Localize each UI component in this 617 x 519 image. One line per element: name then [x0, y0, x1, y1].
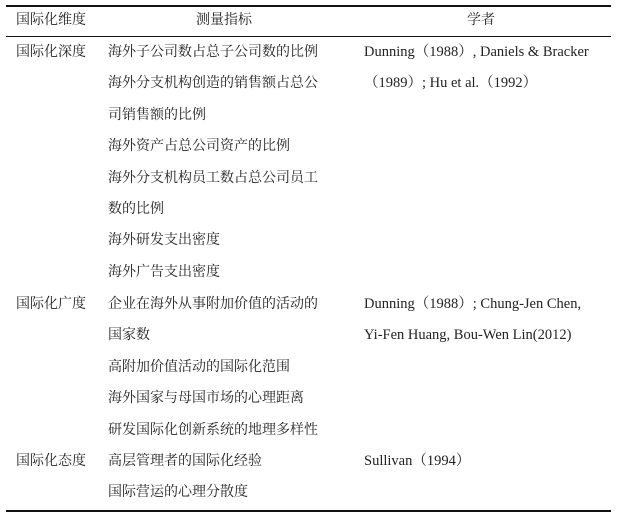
scholar-line: Dunning（1988）, Daniels & Bracker [364, 44, 589, 60]
bottom-rule [6, 510, 611, 512]
header-scholar: 学者 [467, 12, 495, 28]
scholar-list-attitude [364, 446, 470, 477]
indicator-item: 数的比例 [108, 200, 164, 217]
header-indicator: 测量指标 [196, 12, 252, 28]
indicator-item: 海外分支机构创造的销售额占总公 [108, 75, 318, 92]
indicator-item: 海外资产占总公司资产的比例 [108, 138, 290, 155]
dimension-depth: 国际化深度 [16, 44, 86, 60]
indicator-item: 国际营运的心理分散度 [108, 484, 248, 501]
indicator-list-breadth [108, 289, 318, 446]
indicator-item: 海外子公司数占总子公司数的比例 [108, 44, 318, 60]
indicator-item: 海外国家与母国市场的心理距离 [108, 390, 304, 407]
indicator-item: 海外研发支出密度 [108, 232, 220, 249]
dimension-breadth: 国际化广度 [16, 296, 86, 312]
indicator-item: 司销售额的比例 [108, 106, 206, 123]
indicator-item: 高附加价值活动的国际化范围 [108, 358, 290, 375]
indicator-item: 研发国际化创新系统的地理多样性 [108, 421, 318, 438]
indicator-item: 海外广告支出密度 [108, 263, 220, 280]
indicator-item: 企业在海外从事附加价值的活动的 [108, 296, 318, 312]
indicator-item: 国家数 [108, 327, 150, 344]
top-rule [6, 5, 611, 7]
scholar-line: Yi-Fen Huang, Bou-Wen Lin(2012) [364, 327, 572, 344]
scholar-line: Sullivan（1994） [364, 453, 471, 469]
scholar-line: （1989）; Hu et al.（1992） [364, 75, 538, 92]
scholar-line: Dunning（1988）; Chung-Jen Chen, [364, 296, 582, 312]
indicator-item: 高层管理者的国际化经验 [108, 453, 262, 469]
header-dimension: 国际化维度 [16, 12, 86, 28]
scholar-list-depth [364, 37, 589, 100]
scholar-list-breadth [364, 289, 581, 352]
indicator-list-attitude [108, 446, 262, 509]
indicator-list-depth [108, 37, 318, 288]
indicator-item: 海外分支机构员工数占总公司员工 [108, 169, 318, 186]
dimension-attitude: 国际化态度 [16, 453, 86, 469]
